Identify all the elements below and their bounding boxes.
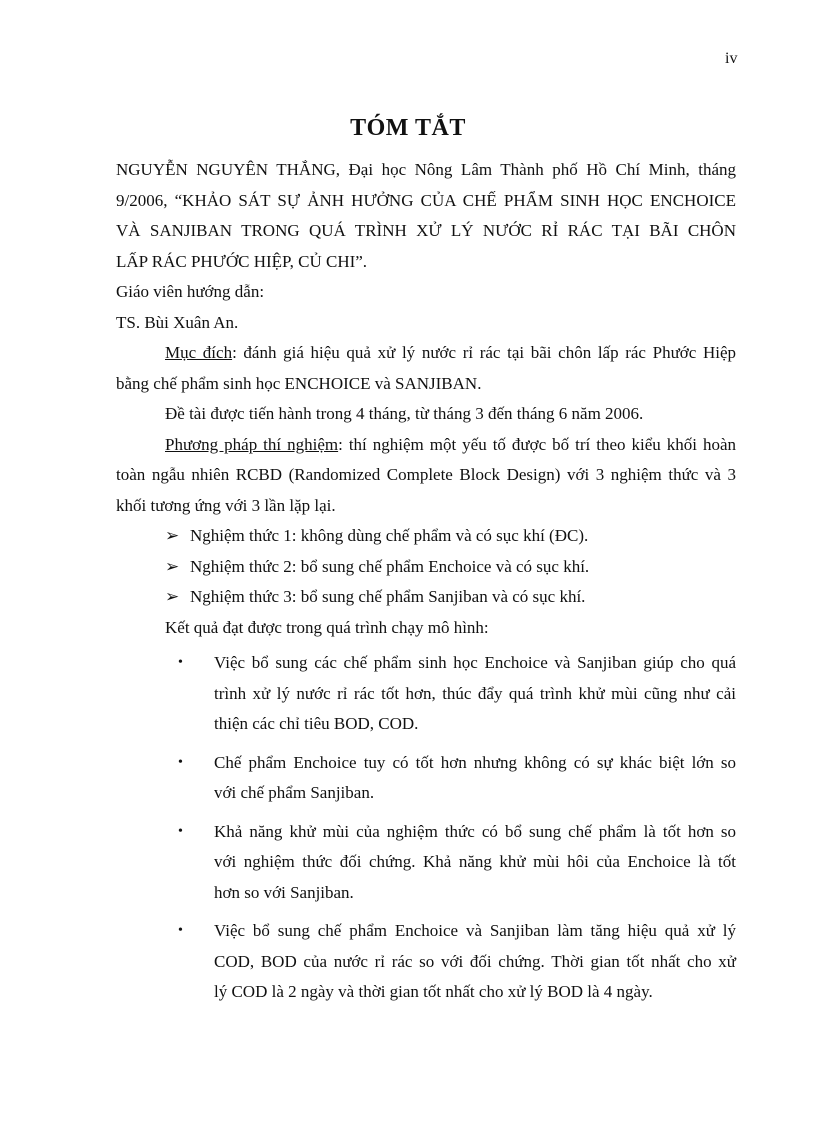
result-line: với nghiệm thức đối chứng. Khả năng khử mùi hôi của Enchoice là tốt — [214, 852, 736, 871]
method-line: toàn ngẫu nhiên RCBD (Randomized Complete Block Design) với 3 nghiệm thức và 3 — [116, 465, 736, 484]
bullet-dot-icon: • — [178, 823, 183, 839]
treatment-text: Nghiệm thức 2: bổ sung chế phẩm Enchoice và có sục khí. — [190, 556, 590, 576]
intro-line: VÀ SANJIBAN TRONG QUÁ TRÌNH XỬ LÝ NƯỚC RỈ RÁC TẠI BÃI CHÔN — [116, 221, 736, 240]
results-intro: Kết quả đạt được trong quá trình chạy mô hình: — [165, 617, 489, 637]
bullet-dot-icon: • — [178, 754, 183, 770]
intro-line: NGUYỄN NGUYÊN THẮNG, Đại học Nông Lâm Thành phố Hồ Chí Minh, tháng — [116, 160, 736, 179]
treatment-item — [116, 552, 736, 583]
result-line: hơn so với Sanjiban. — [214, 882, 354, 902]
summary-body — [116, 155, 736, 1016]
advisor-label: Giáo viên hướng dẫn: — [116, 282, 265, 301]
purpose-label: Mục đích — [165, 343, 233, 362]
purpose-text: : đánh giá hiệu quả xử lý nước rỉ rác tại bãi chôn lấp rác Phước Hiệp — [232, 343, 737, 362]
result-line: trình xử lý nước rỉ rác tốt hơn, thúc đẩy quá trình khử mùi cũng như cải — [214, 683, 736, 703]
results-list — [116, 648, 736, 1008]
method-line — [116, 430, 736, 461]
treatment-item — [116, 521, 736, 552]
purpose-line: bằng chế phẩm sinh học ENCHOICE và SANJIBAN. — [116, 373, 482, 393]
page-title: TÓM TẮT — [350, 115, 466, 141]
result-line: với chế phẩm Sanjiban. — [214, 783, 375, 802]
result-line: thiện các chỉ tiêu BOD, COD. — [214, 714, 419, 733]
result-line: COD, BOD của nước rỉ rác so với đối chứng. Thời gian tốt nhất cho xử — [214, 951, 736, 971]
arrow-bullet-icon: ➢ — [165, 526, 180, 545]
method-text: : thí nghiệm một yếu tố được bố trí theo kiểu khối hoàn — [338, 434, 736, 454]
result-item — [116, 648, 736, 740]
intro-line: LẤP RÁC PHƯỚC HIỆP, CỦ CHI”. — [116, 251, 368, 271]
bullet-dot-icon: • — [178, 655, 183, 670]
arrow-bullet-icon: ➢ — [165, 587, 180, 606]
method-label: Phương pháp thí nghiệm — [165, 434, 339, 454]
method-line: khối tương ứng với 3 lần lặp lại. — [116, 495, 336, 515]
result-item — [116, 748, 736, 809]
treatment-item — [116, 582, 736, 613]
purpose-line — [116, 338, 736, 369]
result-item — [116, 916, 736, 1008]
arrow-bullet-icon: ➢ — [165, 556, 180, 576]
bullet-dot-icon: • — [178, 923, 183, 938]
result-item — [116, 817, 736, 909]
duration-line: Đề tài được tiến hành trong 4 tháng, từ tháng 3 đến tháng 6 năm 2006. — [165, 404, 644, 423]
treatment-text: Nghiệm thức 3: bổ sung chế phẩm Sanjiban và có sục khí. — [190, 587, 586, 606]
advisor-name: TS. Bùi Xuân An. — [116, 312, 239, 332]
result-line: Việc bổ sung các chế phẩm sinh học Enchoice và Sanjiban giúp cho quá — [214, 653, 736, 672]
intro-line: 9/2006, “KHẢO SÁT SỰ ẢNH HƯỞNG CỦA CHẾ PHẨM SINH HỌC ENCHOICE — [116, 190, 736, 210]
result-line: Khả năng khử mùi của nghiệm thức có bổ sung chế phẩm là tốt hơn so — [214, 821, 736, 841]
result-line: Chế phẩm Enchoice tuy có tốt hơn nhưng không có sự khác biệt lớn so — [214, 752, 736, 772]
result-line: Việc bổ sung chế phẩm Enchoice và Sanjiban làm tăng hiệu quả xử lý — [214, 921, 736, 940]
treatment-text: Nghiệm thức 1: không dùng chế phẩm và có sục khí (ĐC). — [190, 526, 589, 545]
page-number: iv — [725, 50, 738, 67]
result-line: lý COD là 2 ngày và thời gian tốt nhất cho xử lý BOD là 4 ngày. — [214, 982, 653, 1001]
